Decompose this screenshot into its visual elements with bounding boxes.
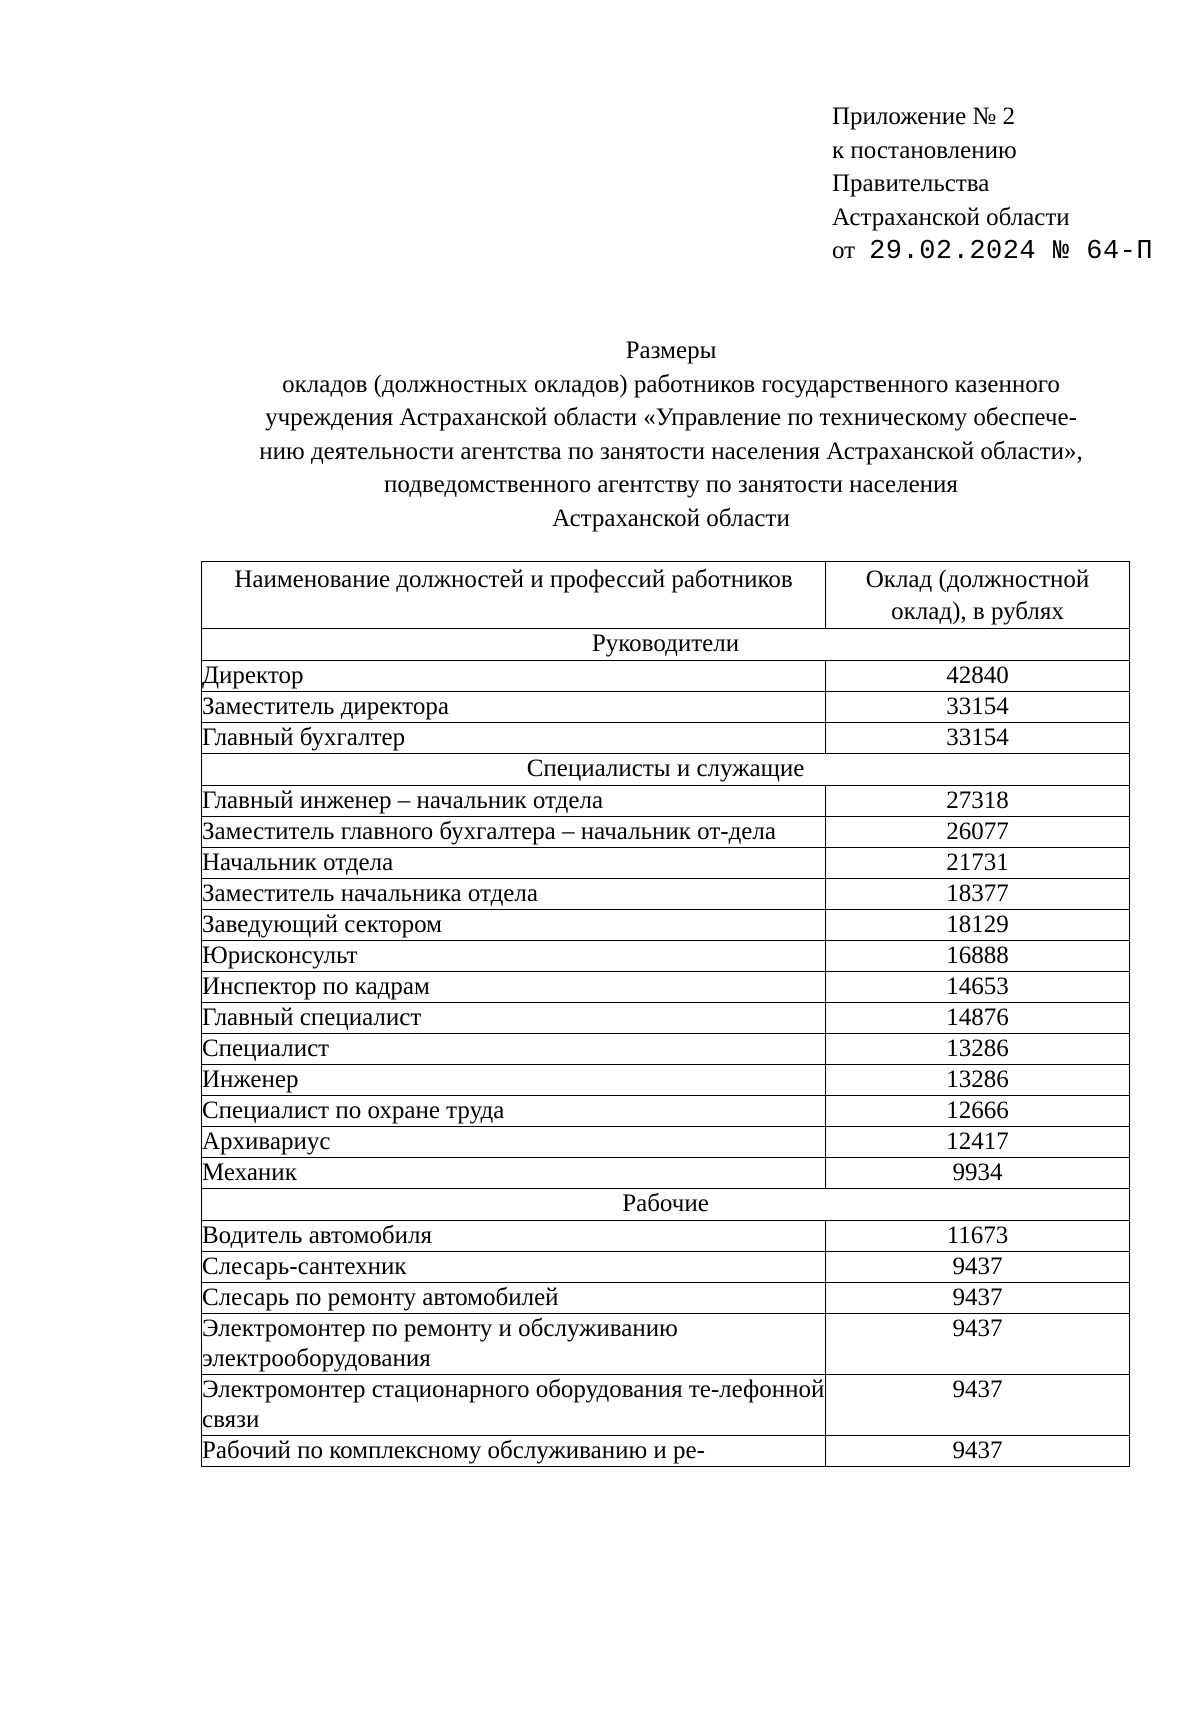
title-line-2: окладов (должностных окладов) работников государственного казенного <box>282 370 1060 398</box>
table-row <box>202 692 1130 723</box>
salary-value: 33154 <box>826 692 1130 723</box>
table-row <box>202 1034 1130 1065</box>
header-salary: Оклад (должностной оклад), в рублях <box>826 562 1130 629</box>
table-row <box>202 1436 1130 1467</box>
table-row <box>202 817 1130 848</box>
salary-value: 11673 <box>826 1221 1130 1252</box>
salary-value: 14653 <box>826 972 1130 1003</box>
salary-value: 12666 <box>826 1096 1130 1127</box>
position-name: Юрисконсульт <box>202 941 826 972</box>
header-position-name: Наименование должностей и профессий работников <box>202 562 826 629</box>
position-name: Главный бухгалтер <box>202 723 826 754</box>
position-name: Заместитель главного бухгалтера – начальник от-дела <box>202 817 826 848</box>
section-row <box>202 1189 1130 1221</box>
position-name: Заведующий сектором <box>202 910 826 941</box>
table-row <box>202 661 1130 692</box>
salary-value: 27318 <box>826 786 1130 817</box>
salary-value: 33154 <box>826 723 1130 754</box>
appendix-authority: Правительства <box>832 170 990 197</box>
salary-value: 13286 <box>826 1034 1130 1065</box>
table-row <box>202 879 1130 910</box>
position-name: Слесарь по ремонту автомобилей <box>202 1283 826 1314</box>
table-row <box>202 1158 1130 1189</box>
table-row <box>202 1003 1130 1034</box>
table-row <box>202 1375 1130 1436</box>
position-name: Инспектор по кадрам <box>202 972 826 1003</box>
salary-value: 9437 <box>826 1375 1130 1436</box>
position-name: Электромонтер стационарного оборудования те-лефонной связи <box>202 1375 826 1436</box>
date-prefix: от <box>832 237 856 264</box>
appendix-reference: к постановлению <box>832 136 1017 164</box>
table-row <box>202 1252 1130 1283</box>
salary-value: 9437 <box>826 1436 1130 1467</box>
position-name: Специалист по охране труда <box>202 1096 826 1127</box>
position-name: Директор <box>202 661 826 692</box>
table-header-row <box>202 562 1130 629</box>
table-row <box>202 723 1130 754</box>
salary-value: 18377 <box>826 879 1130 910</box>
position-name: Архивариус <box>202 1127 826 1158</box>
position-name: Главный инженер – начальник отдела <box>202 786 826 817</box>
salary-value: 9437 <box>826 1314 1130 1375</box>
title-line-5: подведомственного агентству по занятости населения <box>384 471 958 498</box>
document-title <box>190 334 1152 535</box>
section-title-workers: Рабочие <box>202 1189 1130 1221</box>
position-name: Начальник отдела <box>202 848 826 879</box>
table-row <box>202 1127 1130 1158</box>
salary-value: 26077 <box>826 817 1130 848</box>
position-name: Заместитель директора <box>202 692 826 723</box>
appendix-date-line <box>832 234 1153 270</box>
salary-value: 18129 <box>826 910 1130 941</box>
table-row <box>202 1096 1130 1127</box>
section-title-managers: Руководители <box>202 629 1130 661</box>
table-row <box>202 910 1130 941</box>
section-title-specialists: Специалисты и служащие <box>202 754 1130 786</box>
table-row <box>202 848 1130 879</box>
position-name: Водитель автомобиля <box>202 1221 826 1252</box>
position-name: Рабочий по комплексному обслуживанию и ре- <box>202 1436 826 1467</box>
appendix-region: Астраханской области <box>832 203 1070 231</box>
title-line-3: учреждения Астраханской области «Управление по техническому обеспече- <box>265 404 1077 431</box>
salary-table <box>201 561 1130 1467</box>
table-row <box>202 786 1130 817</box>
section-row <box>202 754 1130 786</box>
appendix-block <box>832 100 1153 270</box>
salary-value: 16888 <box>826 941 1130 972</box>
table-row <box>202 1314 1130 1375</box>
position-name: Заместитель начальника отдела <box>202 879 826 910</box>
salary-value: 42840 <box>826 661 1130 692</box>
salary-value: 9437 <box>826 1252 1130 1283</box>
table-row <box>202 972 1130 1003</box>
position-name: Слесарь-сантехник <box>202 1252 826 1283</box>
position-name: Главный специалист <box>202 1003 826 1034</box>
table-row <box>202 1283 1130 1314</box>
section-row <box>202 629 1130 661</box>
date-number-stamp: 29.02.2024 № 64-П <box>869 237 1154 267</box>
salary-value: 14876 <box>826 1003 1130 1034</box>
position-name: Механик <box>202 1158 826 1189</box>
salary-value: 13286 <box>826 1065 1130 1096</box>
table-row <box>202 1065 1130 1096</box>
position-name: Электромонтер по ремонту и обслуживанию электрооборудования <box>202 1314 826 1375</box>
salary-value: 9437 <box>826 1283 1130 1314</box>
title-line-6: Астраханской области <box>552 504 790 532</box>
table-row <box>202 941 1130 972</box>
title-line-1: Размеры <box>625 337 717 364</box>
position-name: Специалист <box>202 1034 826 1065</box>
position-name: Инженер <box>202 1065 826 1096</box>
salary-value: 9934 <box>826 1158 1130 1189</box>
appendix-number: Приложение № 2 <box>832 103 1016 130</box>
title-line-4: нию деятельности агентства по занятости населения Астраханской области», <box>259 437 1083 465</box>
table-row <box>202 1221 1130 1252</box>
salary-value: 12417 <box>826 1127 1130 1158</box>
salary-value: 21731 <box>826 848 1130 879</box>
